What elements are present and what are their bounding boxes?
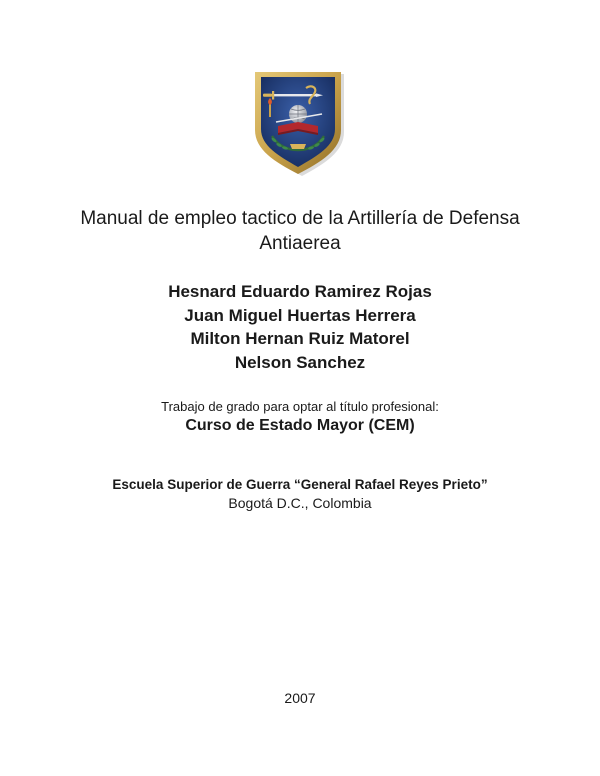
document-title-line-2: Antiaerea	[259, 233, 341, 254]
author-name: Juan Miguel Huertas Herrera	[184, 305, 416, 325]
publication-year: 2007	[284, 690, 316, 706]
school-name: Escuela Superior de Guerra “General Rafael Reyes Prieto”	[112, 477, 488, 492]
author-name: Hesnard Eduardo Ramirez Rojas	[168, 282, 432, 301]
military-school-shield-emblem-icon	[252, 70, 348, 178]
degree-intro: Trabajo de grado para optar al título profesional:	[161, 399, 439, 414]
author-list	[0, 280, 600, 374]
author-name: Nelson Sanchez	[234, 352, 366, 372]
document-title	[0, 206, 600, 256]
author-name: Milton Hernan Ruiz Matorel	[190, 329, 410, 348]
document-title-line-1: Manual de empleo tactico de la Artillería de Defensa	[80, 208, 520, 229]
city-location: Bogotá D.C., Colombia	[228, 495, 372, 511]
degree-title: Curso de Estado Mayor (CEM)	[185, 417, 415, 434]
